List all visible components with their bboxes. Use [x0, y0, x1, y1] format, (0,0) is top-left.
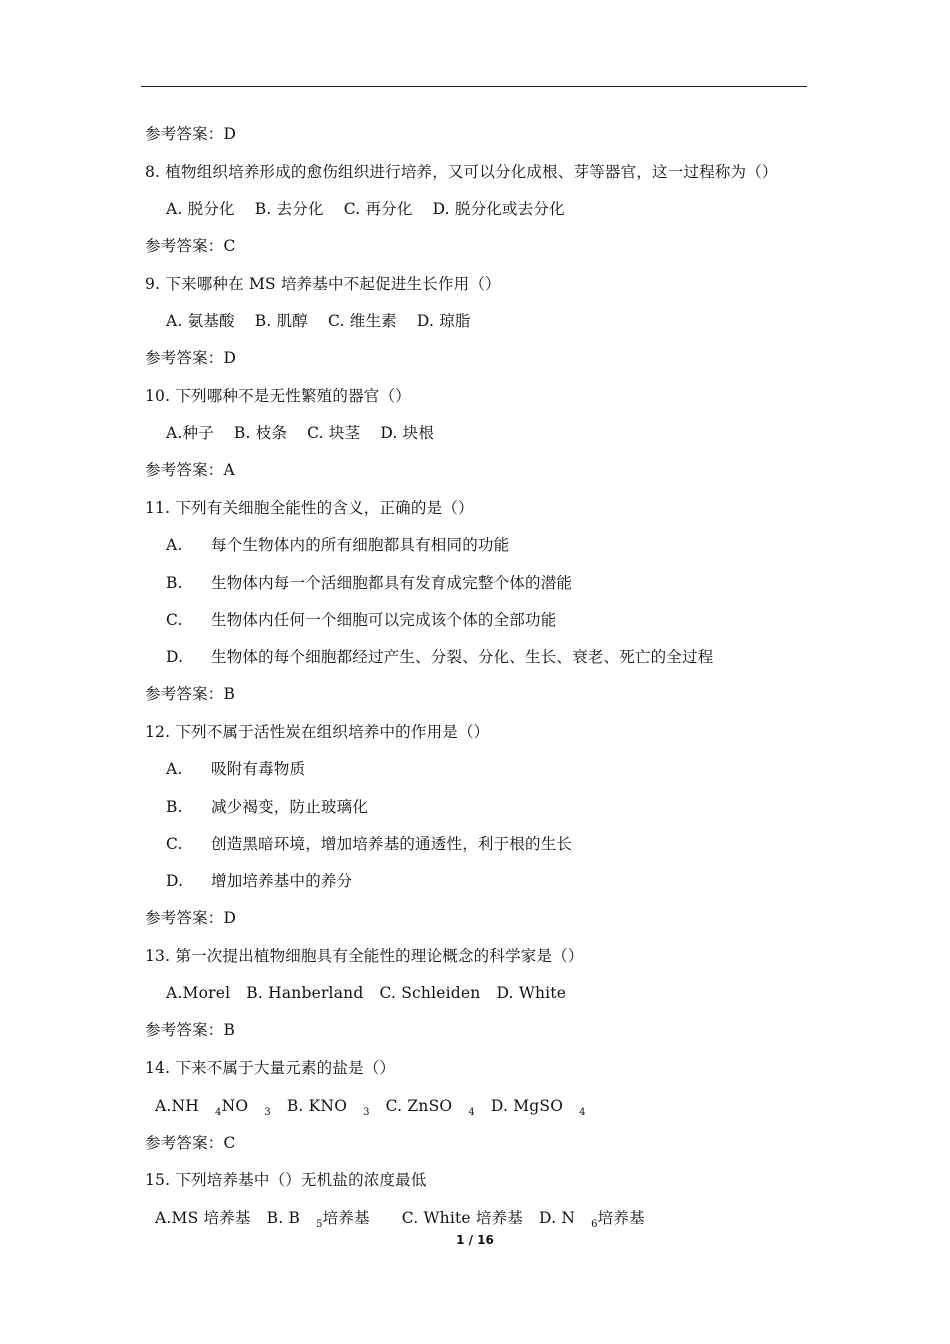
option-text: 创造黑暗环境，增加培养基的通透性，利于根的生长 — [211, 835, 573, 853]
option-a: A.NH $_4$NO $_3$ — [155, 1097, 271, 1118]
question-12: 12. 下列不属于活性炭在组织培养中的作用是（） — [145, 723, 490, 741]
question-13-options — [166, 983, 582, 1003]
option-b: B. KNO $_3$ — [286, 1097, 370, 1118]
option-a: A. 氨基酸 — [166, 312, 235, 330]
option-c: C. Schleiden — [379, 984, 481, 1002]
question-10-options — [166, 423, 454, 443]
option-text: 生物体的每个细胞都经过产生、分裂、分化、生长、衰老、死亡的全过程 — [211, 648, 714, 666]
option-a: A.Morel — [166, 984, 231, 1002]
option-letter: C. — [166, 835, 183, 853]
question-9-options — [166, 311, 491, 331]
answer-8: 参考答案：C — [145, 237, 236, 255]
question-13: 13. 第一次提出植物细胞具有全能性的理论概念的科学家是（） — [145, 947, 584, 965]
answer-9: 参考答案：D — [145, 349, 237, 367]
option-text: 增加培养基中的养分 — [211, 872, 353, 890]
question-14-options — [155, 1096, 602, 1116]
option-a: A.种子 — [166, 424, 214, 442]
question-9: 9. 下来哪种在 MS 培养基中不起促进生长作用（） — [145, 275, 501, 293]
option-letter: D. — [166, 648, 184, 666]
answer-10: 参考答案：A — [145, 461, 235, 479]
page-number: 1 / 16 — [456, 1233, 494, 1247]
option-c: C. 再分化 — [343, 200, 413, 218]
option-b: B. 去分化 — [254, 200, 324, 218]
option-d: D. 块根 — [380, 424, 435, 442]
option-letter: C. — [166, 611, 183, 629]
option-d: D. N $_6$培养基 — [539, 1209, 645, 1230]
option-text: 生物体内任何一个细胞可以完成该个体的全部功能 — [211, 611, 557, 629]
option-text: 减少褐变，防止玻璃化 — [211, 798, 369, 816]
option-b: B. Hanberland — [246, 984, 364, 1002]
question-15: 15. 下列培养基中（）无机盐的浓度最低 — [145, 1171, 427, 1189]
option-a: A. 脱分化 — [166, 200, 235, 218]
option-text: 生物体内每一个活细胞都具有发育成完整个体的潜能 — [211, 574, 573, 592]
question-15-options — [155, 1208, 677, 1228]
option-b: B. 枝条 — [233, 424, 288, 442]
option-d: D. 脱分化或去分化 — [432, 200, 565, 218]
option-d: D. 琼脂 — [416, 312, 471, 330]
option-c: C. 维生素 — [328, 312, 397, 330]
answer-11: 参考答案：B — [145, 685, 236, 703]
option-c: C. 块茎 — [307, 424, 361, 442]
option-letter: A. — [166, 760, 183, 778]
answer-12: 参考答案：D — [145, 909, 237, 927]
option-letter: B. — [166, 574, 183, 592]
option-d: D. White — [496, 984, 567, 1002]
option-letter: D. — [166, 872, 184, 890]
option-text: 每个生物体内的所有细胞都具有相同的功能 — [211, 536, 510, 554]
question-14: 14. 下来不属于大量元素的盐是（） — [145, 1059, 396, 1077]
option-a: A.MS 培养基 — [155, 1209, 251, 1227]
answer-7: 参考答案：D — [145, 125, 237, 143]
option-d: D. MgSO $_4$ — [490, 1097, 586, 1118]
option-text: 吸附有毒物质 — [211, 760, 306, 778]
answer-14: 参考答案：C — [145, 1134, 236, 1152]
header-rule — [141, 86, 807, 87]
answer-13: 参考答案：B — [145, 1021, 236, 1039]
option-c: C. ZnSO $_4$ — [385, 1097, 475, 1118]
question-11: 11. 下列有关细胞全能性的含义，正确的是（） — [145, 499, 474, 517]
question-8: 8. 植物组织培养形成的愈伤组织进行培养，又可以分化成根、芽等器官，这一过程称为（） — [145, 163, 778, 181]
option-letter: A. — [166, 536, 183, 554]
question-8-options — [166, 199, 585, 219]
option-letter: B. — [166, 798, 183, 816]
option-b: B. 肌醇 — [254, 312, 308, 330]
option-c: C. White 培养基 — [401, 1209, 524, 1227]
option-b: B. B $_5$培养基 — [266, 1209, 370, 1230]
question-10: 10. 下列哪种不是无性繁殖的器官（） — [145, 387, 411, 405]
